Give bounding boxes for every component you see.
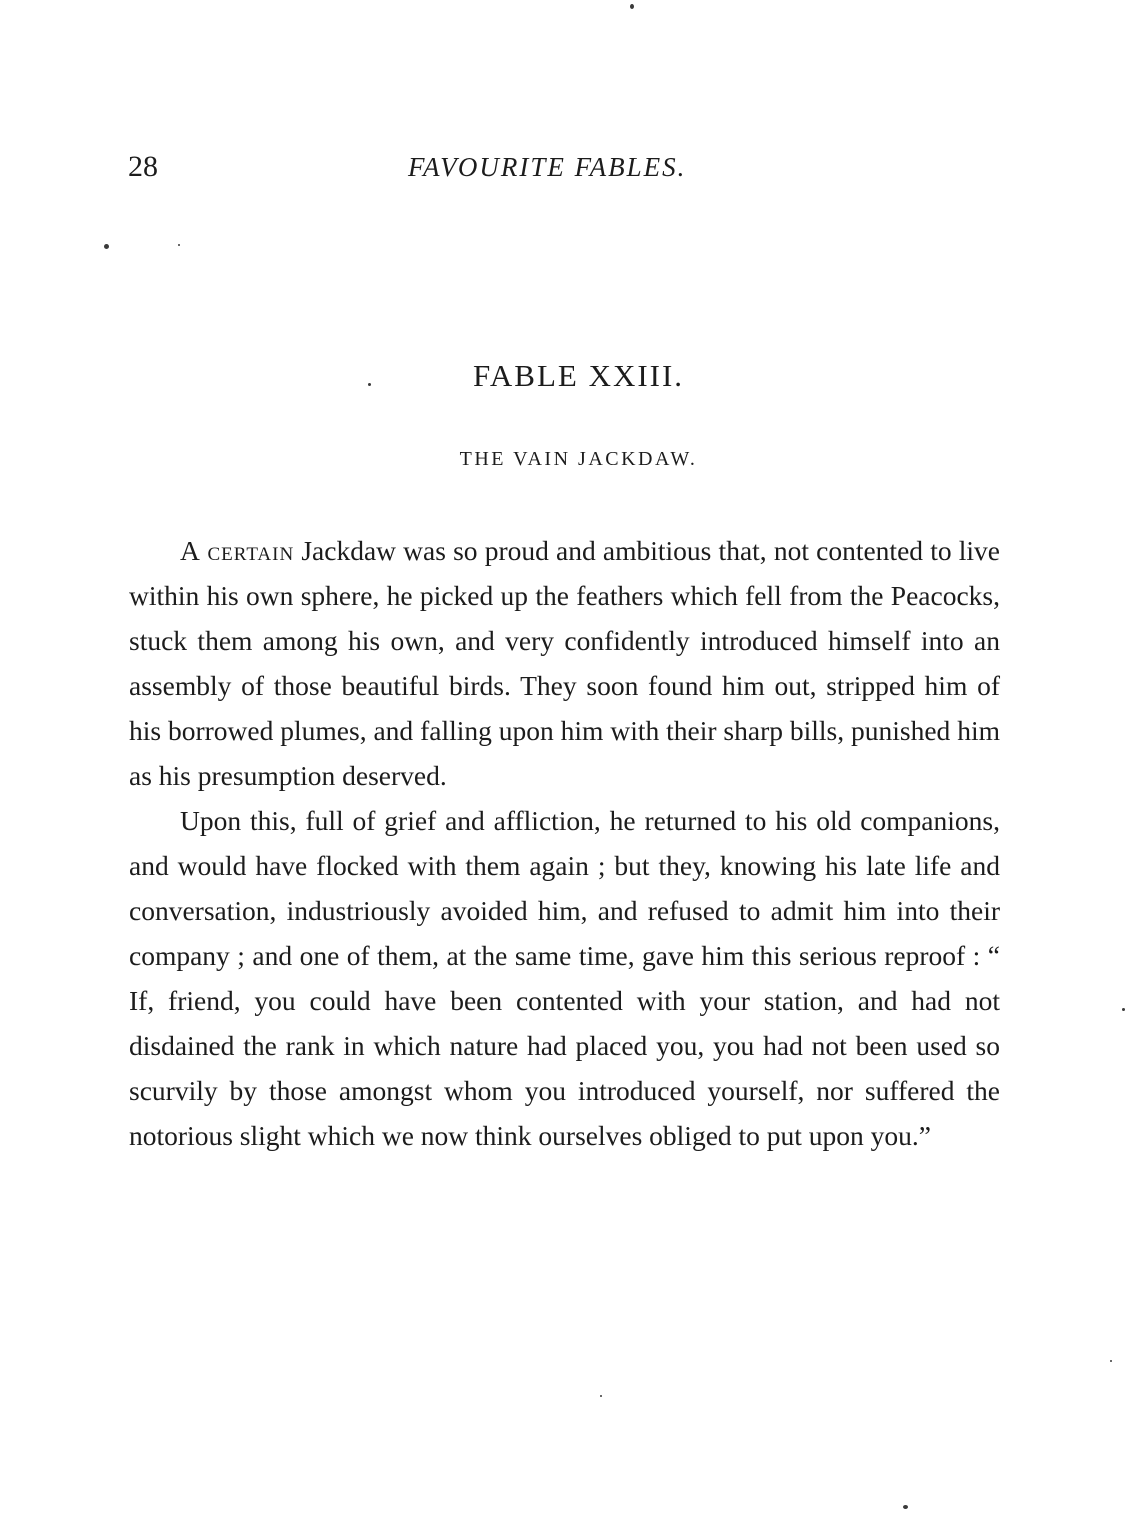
page-number: 28	[128, 150, 158, 183]
fable-body	[129, 528, 1000, 1158]
paragraph-1-text: Jackdaw was so proud and ambitious that, not contented to live within his own sphere, he picked up the feathers which fell from the Peacocks, stuck them among his own, and very confidently introduced himself into an assembly of those beautiful birds. They soon found him out, stripped him of his borrowed plumes, and falling upon him with their sharp bills, punished him as his presumption deserved.	[129, 535, 1000, 791]
scan-speck	[1122, 1008, 1125, 1011]
scan-speck	[368, 383, 371, 386]
scan-speck	[1110, 1360, 1112, 1362]
scan-speck	[903, 1505, 908, 1509]
running-head	[0, 150, 1133, 190]
scan-speck	[600, 1395, 602, 1397]
paragraph-2-text: Upon this, full of grief and affliction, he returned to his old companions, and would have flocked with them again ; but they, knowing his late life and conversation, industriously avoided him, and refused to admit him into their company ; and one of them, at the same time, gave him this serious reproof : “ If, friend, you could have been contented with your station, and had not disdained the rank in which nature had placed you, you had not been used so scurvily by those amongst whom you introduced yourself, nor suffered the notorious slight which we now think ourselves obliged to put upon you.”	[129, 805, 1000, 1151]
scan-speck	[178, 244, 180, 246]
running-title: FAVOURITE FABLES.	[408, 152, 687, 182]
paragraph-2	[129, 798, 1000, 1158]
fable-title-heading: THE VAIN JACKDAW.	[459, 448, 698, 470]
paragraph-1	[129, 528, 1000, 798]
scan-speck	[630, 4, 634, 9]
scan-speck	[104, 244, 109, 249]
opening-word: A certain	[180, 535, 295, 566]
fable-number-heading: FABLE XXIII.	[472, 358, 685, 393]
